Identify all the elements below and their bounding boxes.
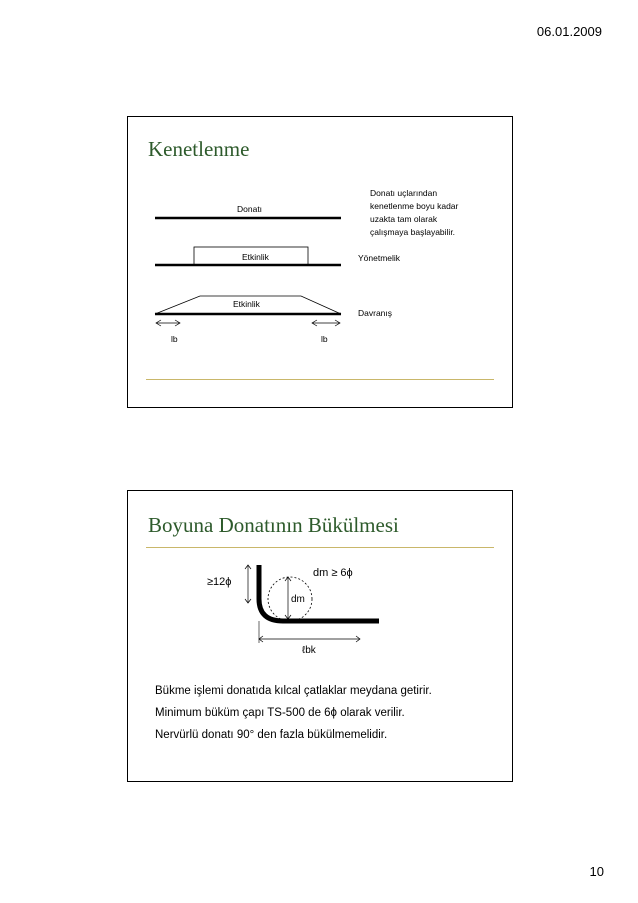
slide-title: Kenetlenme: [148, 137, 250, 161]
dm-label: dm: [291, 594, 305, 605]
lb-right-label: lb: [321, 334, 328, 344]
anchorage-diagram: [128, 117, 512, 407]
yonetmelik-label: Yönetmelik: [358, 253, 401, 263]
bend-circle: [268, 577, 312, 621]
dm-formula: dm ≥ 6ϕ: [313, 567, 353, 579]
note-line-1: Donatı uçlarından: [370, 188, 438, 198]
header-date: 06.01.2009: [536, 24, 602, 39]
page-number: 10: [589, 864, 604, 879]
davranis-label: Davranış: [358, 308, 393, 318]
text-line-3: Nervürlü donatı 90° den fazla bükülmemelidir.: [155, 729, 388, 741]
note-line-4: çalışmaya başlayabilir.: [370, 227, 456, 237]
slide-title: Boyuna Donatının Bükülmesi: [148, 513, 399, 537]
note-line-2: kenetlenme boyu kadar: [370, 201, 459, 211]
text-line-2: Minimum büküm çapı TS-500 de 6ϕ olarak verilir.: [155, 707, 405, 719]
lbk-label: ℓbk: [302, 645, 316, 656]
note-line-3: uzakta tam olarak: [370, 214, 438, 224]
text-line-1: Bükme işlemi donatıda kılcal çatlaklar meydana getirir.: [155, 685, 432, 697]
slide-boyuna-donati: [127, 490, 513, 782]
hook-label: ≥12ϕ: [207, 576, 232, 588]
slide-kenetlenme: [127, 116, 513, 408]
etkinlik1-label: Etkinlik: [242, 252, 269, 262]
lb-left-label: lb: [171, 334, 178, 344]
slide-divider: [146, 379, 494, 380]
donati-label: Donatı: [237, 204, 263, 214]
etkinlik2-label: Etkinlik: [233, 299, 260, 309]
